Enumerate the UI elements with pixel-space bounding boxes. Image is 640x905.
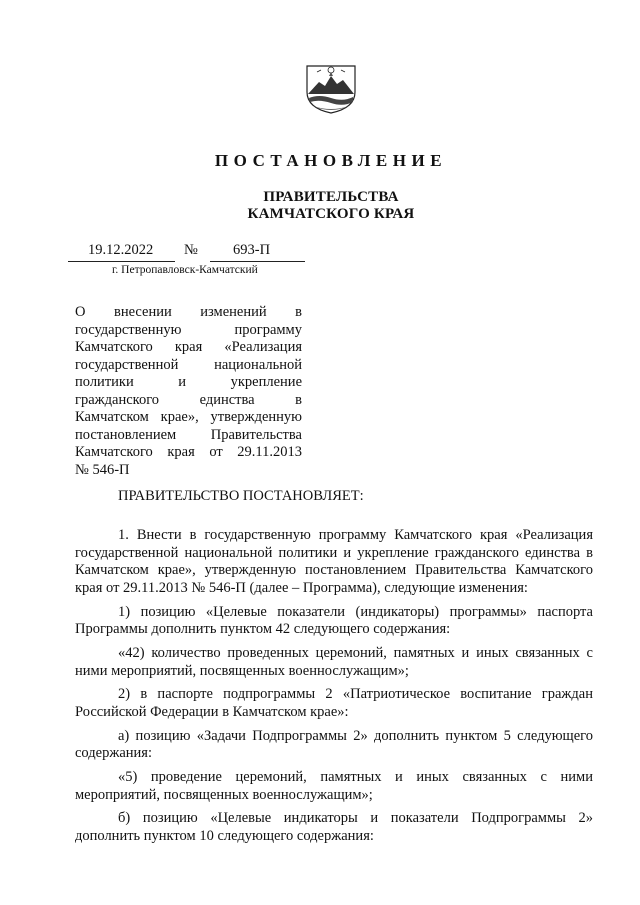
subject-line: государственную программу: [75, 321, 302, 338]
body-paragraph: 1. Внести в государственную программу Камчатского края «Реализация государственной национальной политики и укрепление гражданского единства в Камчатском крае», утвержденную постановлением Правительства Камчатского края от 29.11.2013 № 546-П (далее – Программа), следующие изменения:: [75, 527, 593, 596]
issuer-line-2: КАМЧАТСКОГО КРАЯ: [247, 206, 415, 222]
document-type-title: ПОСТАНОВЛЕНИЕ: [214, 151, 448, 170]
subject-line: № 546-П: [75, 461, 130, 478]
subject-line: Камчатского края от 29.11.2013: [75, 444, 302, 460]
subject-line: постановлением Правительства: [75, 426, 302, 443]
coat-of-arms-emblem: [303, 62, 359, 114]
number-sign: №: [184, 242, 198, 258]
body-paragraph: «5) проведение церемоний, памятных и иных связанных с ними мероприятий, посвященных военнослужащим»;: [75, 769, 593, 803]
subject-block: [75, 304, 302, 479]
subject-line: гражданского единства в: [75, 391, 302, 408]
subject-line: политики и укрепление: [75, 374, 302, 390]
issuer-line-1: ПРАВИТЕЛЬСТВА: [263, 189, 399, 205]
body-paragraph: «42) количество проведенных церемоний, памятных и иных связанных с ними мероприятий, посвященных военнослужащим»;: [75, 644, 593, 679]
subject-line: государственной национальной: [75, 356, 302, 373]
number-underline: [210, 261, 305, 262]
body-paragraph: б) позицию «Целевые индикаторы и показатели Подпрограммы 2» дополнить пунктом 10 следующего содержания:: [75, 810, 593, 845]
resolution-heading: ПРАВИТЕЛЬСТВО ПОСТАНОВЛЯЕТ:: [118, 488, 364, 504]
subject-line: Камчатского края «Реализация: [75, 339, 302, 355]
body-paragraph: а) позицию «Задачи Подпрограммы 2» дополнить пунктом 5 следующего содержания:: [75, 727, 593, 762]
issue-city: г. Петропавловск-Камчатский: [112, 264, 258, 276]
body-paragraph: 1) позицию «Целевые показатели (индикаторы) программы» паспорта Программы дополнить пунктом 42 следующего содержания:: [75, 603, 593, 638]
subject-line: Камчатском крае», утвержденную: [75, 409, 302, 425]
document-date: 19.12.2022: [88, 242, 154, 258]
subject-line: О внесении изменений в: [75, 304, 302, 320]
body-paragraph: 2) в паспорте подпрограммы 2 «Патриотическое воспитание граждан Российской Федерации в Камчатском крае»:: [75, 686, 593, 720]
document-number: 693-П: [233, 242, 271, 258]
date-underline: [68, 261, 175, 262]
document-body: [75, 527, 593, 852]
